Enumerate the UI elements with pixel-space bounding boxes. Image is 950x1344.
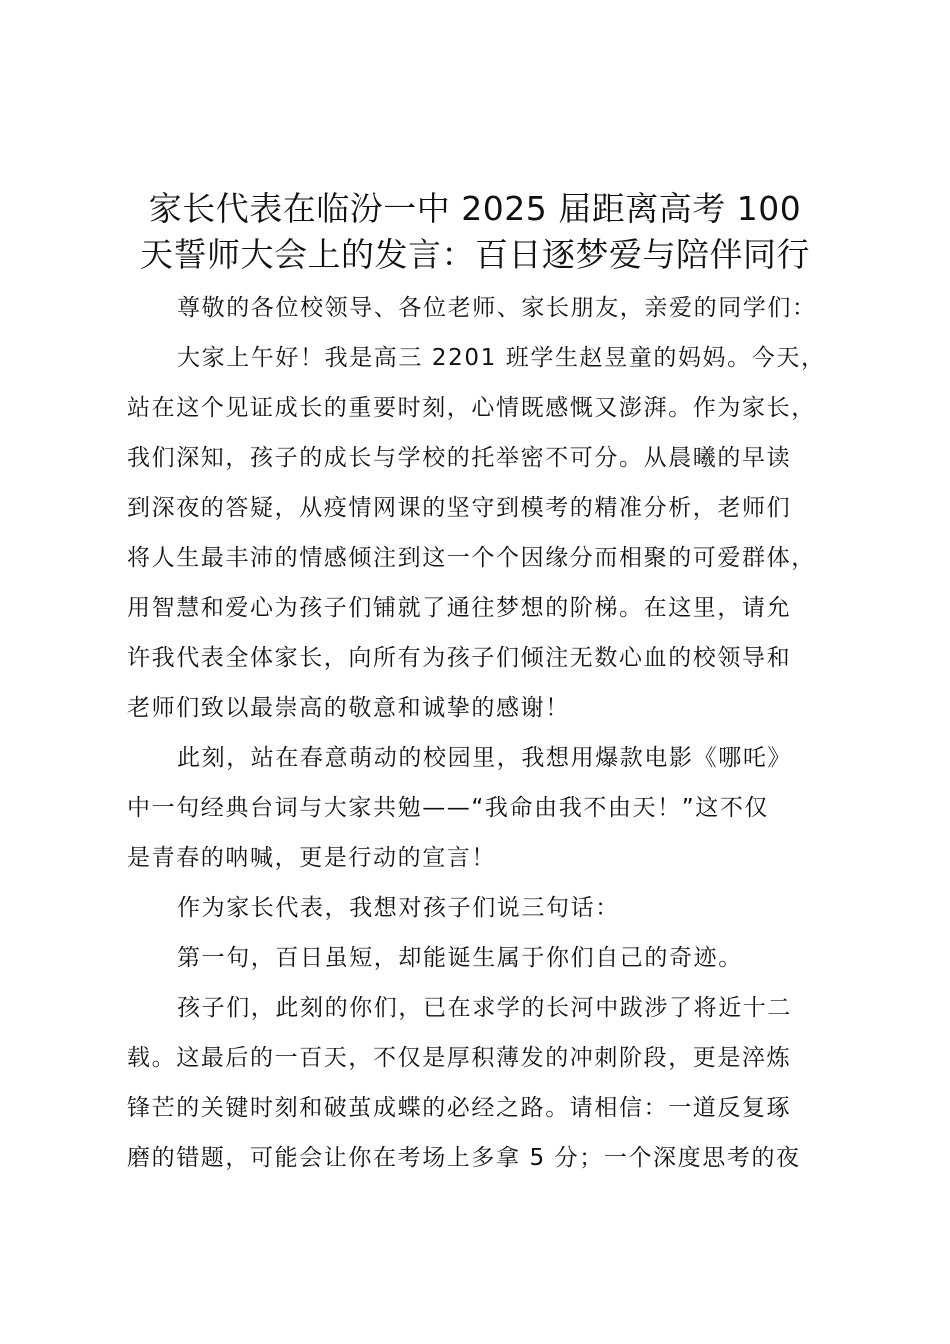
paragraph-line: 到深夜的答疑，从疫情网课的坚守到模考的精准分析，老师们 [127,495,792,521]
document-title [110,186,840,278]
paragraph-line: 第一句，百日虽短，却能诞生属于你们自己的奇迹。 [177,945,743,971]
paragraph-line: 尊敬的各位校领导、各位老师、家长朋友，亲爱的同学们： [177,295,817,321]
paragraph-line: 中一句经典台词与大家共勉——“我命由我不由天！”这不仅 [127,795,770,821]
paragraph-line: 站在这个见证成长的重要时刻，心情既感慨又澎湃。作为家长， [127,395,816,421]
paragraph-line: 载。这最后的一百天，不仅是厚积薄发的冲刺阶段，更是淬炼 [127,1045,792,1071]
three-sentences-intro-paragraph [127,883,857,933]
paragraph-line: 老师们致以最崇高的敬意和诚挚的感谢！ [127,695,570,721]
paragraph-line: 将人生最丰沛的情感倾注到这一个个因缘分而相聚的可爱群体， [127,545,816,571]
title-line-1: 家长代表在临汾一中 2025 届距离高考 100 [148,189,802,228]
speech-body [127,283,857,1183]
paragraph-line: 孩子们，此刻的你们，已在求学的长河中跋涉了将近十二 [177,995,792,1021]
quote-paragraph [127,733,857,883]
title-line-2: 天誓师大会上的发言：百日逐梦爱与陪伴同行 [140,235,810,274]
paragraph-line: 我们深知，孩子的成长与学校的托举密不可分。从晨曦的早读 [127,445,792,471]
paragraph-line: 是青春的呐喊，更是行动的宣言！ [127,845,496,871]
first-sentence-paragraph [127,933,857,983]
greeting-paragraph [127,333,857,733]
salutation-paragraph [127,283,857,333]
encouragement-paragraph [127,983,857,1183]
paragraph-line: 大家上午好！我是高三 2201 班学生赵昱童的妈妈。今天， [177,345,826,371]
paragraph-line: 许我代表全体家长，向所有为孩子们倾注无数心血的校领导和 [127,645,792,671]
paragraph-line: 此刻，站在春意萌动的校园里，我想用爆款电影《哪吒》 [177,745,792,771]
paragraph-line: 用智慧和爱心为孩子们铺就了通往梦想的阶梯。在这里，请允 [127,595,792,621]
paragraph-line: 锋芒的关键时刻和破茧成蝶的必经之路。请相信：一道反复琢 [127,1095,792,1121]
paragraph-line: 磨的错题，可能会让你在考场上多拿 5 分；一个深度思考的夜 [127,1145,801,1171]
paragraph-line: 作为家长代表，我想对孩子们说三句话： [177,895,620,921]
